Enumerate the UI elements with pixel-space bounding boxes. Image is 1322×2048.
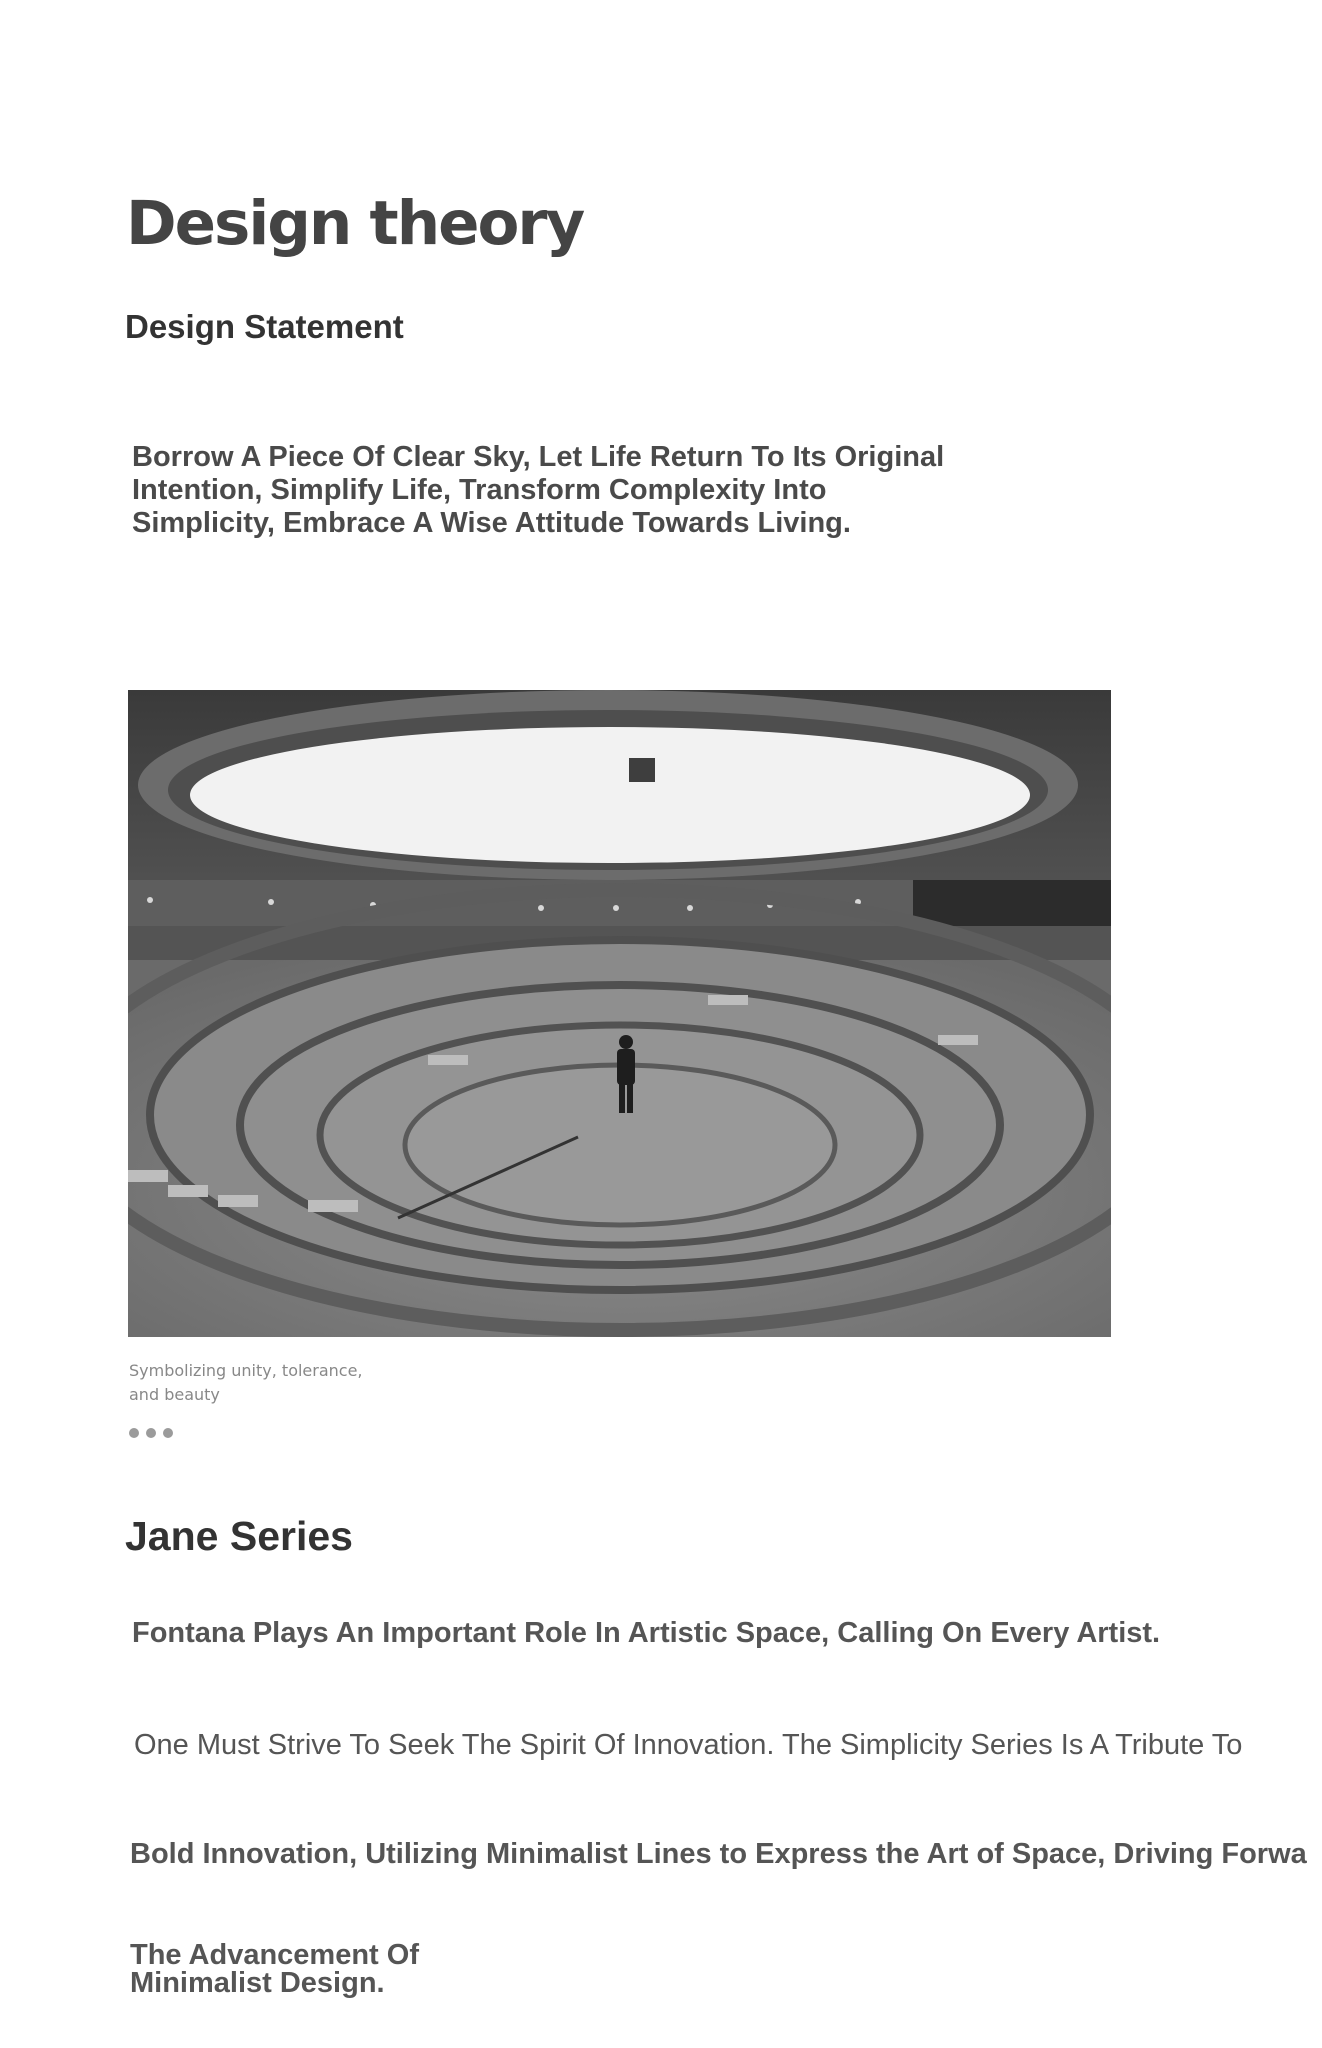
jane-series-line-4b: Minimalist Design.	[130, 1967, 385, 1999]
image-caption	[129, 1359, 389, 1407]
amphitheater-photo-illustration	[128, 690, 1111, 1337]
jane-series-line-4a: The Advancement Of	[130, 1939, 419, 1971]
caption-line-2: and beauty	[129, 1385, 220, 1404]
design-statement-heading: Design Statement	[125, 308, 404, 345]
carousel-dot[interactable]	[163, 1428, 173, 1438]
jane-series-heading: Jane Series	[125, 1513, 353, 1559]
design-statement-text: Borrow A Piece Of Clear Sky, Let Life Return To Its Original Intention, Simplify Life, Transform Complexity Into Simplicity, Embrace A Wise Attitude Towards Living.	[132, 441, 945, 539]
hero-photo	[128, 690, 1111, 1337]
jane-series-line-1: Fontana Plays An Important Role In Artistic Space, Calling On Every Artist.	[132, 1617, 1161, 1649]
carousel-dot[interactable]	[146, 1428, 156, 1438]
carousel-dot[interactable]	[129, 1428, 139, 1438]
page-title: Design theory	[126, 188, 584, 259]
jane-series-line-4	[130, 1941, 490, 1997]
caption-line-1: Symbolizing unity, tolerance,	[129, 1361, 363, 1380]
carousel-dots[interactable]	[129, 1428, 173, 1438]
jane-series-line-2: One Must Strive To Seek The Spirit Of Innovation. The Simplicity Series Is A Tribute To	[134, 1729, 1243, 1761]
jane-series-line-3: Bold Innovation, Utilizing Minimalist Lines to Express the Art of Space, Driving Forwa	[130, 1838, 1307, 1870]
